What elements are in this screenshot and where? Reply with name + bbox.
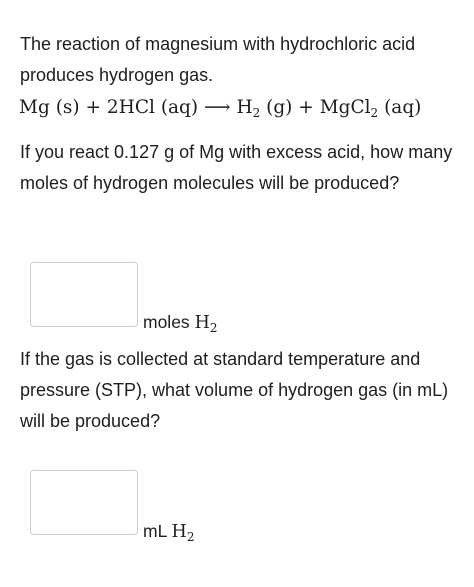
volume-answer-input[interactable]	[30, 470, 138, 535]
unit-word: moles	[143, 312, 190, 332]
reaction-intro: The reaction of magnesium with hydrochloric acid produces hydrogen gas.	[20, 34, 416, 85]
eq-hcl: HCl	[118, 97, 155, 118]
volume-unit-label	[143, 520, 194, 543]
eq-state-aq: (aq)	[160, 97, 199, 118]
unit-word: mL	[143, 521, 167, 541]
unit-formula: $H_2$	[194, 313, 218, 335]
moles-answer-input[interactable]	[30, 262, 138, 327]
moles-unit-label	[143, 311, 217, 334]
eq-h2: $H_2$	[236, 97, 261, 120]
eq-state-aq: (aq)	[384, 97, 422, 118]
eq-plus: +	[85, 97, 102, 118]
eq-coefficient: 2	[106, 97, 119, 118]
eq-plus: +	[298, 97, 314, 118]
eq-state-s: (s)	[55, 97, 80, 118]
chemical-equation	[19, 95, 459, 121]
question-2-prompt: If the gas is collected at standard temperature and pressure (STP), what volume of hydrogen gas (in mL) will be produced?	[20, 349, 449, 431]
unit-formula: $H_2$	[171, 522, 195, 544]
eq-arrow: ⟶	[204, 97, 231, 118]
question-1-prompt: If you react 0.127 g of Mg with excess acid, how many moles of hydrogen molecules will be produced?	[20, 142, 453, 193]
eq-mgcl2: MgCl$_2$	[319, 97, 379, 120]
eq-state-g: (g)	[266, 97, 293, 118]
eq-mg: Mg	[19, 97, 50, 118]
